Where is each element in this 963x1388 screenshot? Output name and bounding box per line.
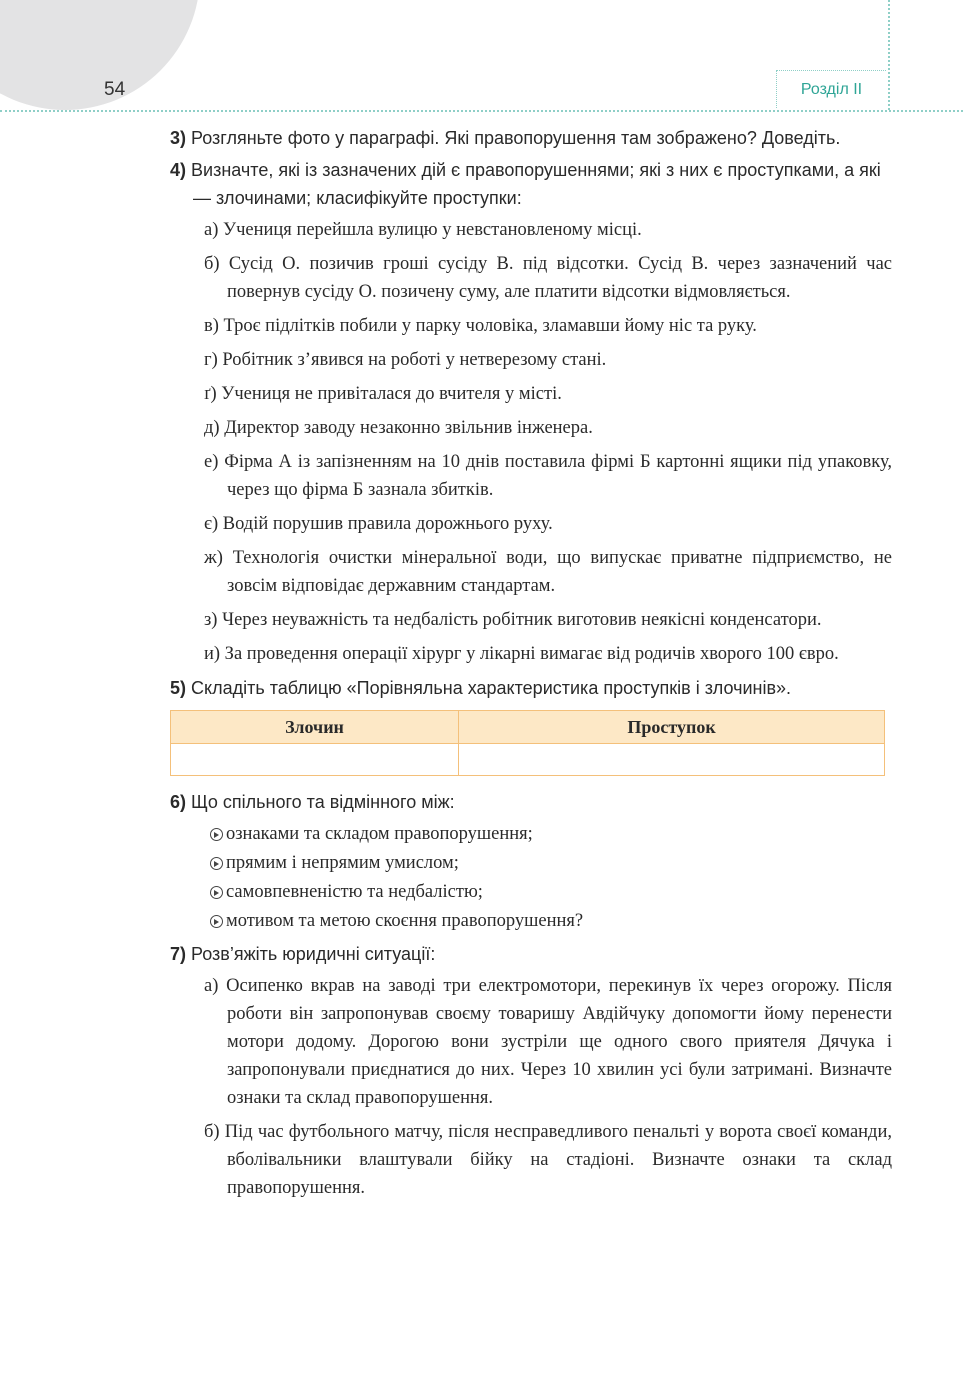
table-header-offense: Проступок <box>459 711 885 744</box>
table-cell <box>171 744 459 776</box>
task-7-items <box>170 972 892 1202</box>
header-vertical-rule <box>888 0 890 110</box>
page-number: 54 <box>104 79 126 100</box>
list-item <box>210 849 892 878</box>
list-item: и) За проведення операції хірург у лікарні вимагає від родичів хворого 100 євро. <box>204 644 839 664</box>
task-number: 3) <box>170 128 187 148</box>
list-item: ґ) Учениця не привіталася до вчителя у місті. <box>204 384 562 404</box>
list-item: є) Водій порушив правила дорожнього руху. <box>204 514 553 534</box>
arrow-right-icon <box>210 886 223 899</box>
list-item <box>210 820 892 849</box>
list-item <box>210 878 892 907</box>
arrow-right-icon <box>210 857 223 870</box>
list-item: ж) Технологія очистки мінеральної води, що випускає приватне підприємство, не зовсім відповідає державним стандартам. <box>204 548 892 596</box>
list-item: г) Робітник з’явився на роботі у нетверезому стані. <box>204 350 607 370</box>
list-item <box>210 907 892 936</box>
table-cell <box>459 744 885 776</box>
arrow-right-icon <box>210 915 223 928</box>
list-item: з) Через неуважність та недбалість робітник виготовив неякісні конденсатори. <box>204 610 822 630</box>
task-6 <box>170 788 892 816</box>
task-3 <box>170 124 892 152</box>
task-text: Розгляньте фото у параграфі. Які правопорушення там зображено? Доведіть. <box>191 128 841 148</box>
list-item: д) Директор заводу незаконно звільнив інженера. <box>204 418 593 438</box>
task-number: 4) <box>170 160 187 180</box>
task-text: Складіть таблицю «Порівняльна характеристика проступків і злочинів». <box>191 678 792 698</box>
list-item: а) Осипенко вкрав на заводі три електромотори, перекинув їх через огорожу. Після роботи він запропонував своєму товаришу Авдійчуку допомогти йому перенести мотори додому. Дорогою вони зустріли ще одного свого приятеля Дячука і запропонували приєднатися до них. Через 10 хвилин усі були затримані. Визначте ознаки та склад правопорушення. <box>204 976 892 1108</box>
list-item: б) Під час футбольного матчу, після несправедливого пенальті у ворота своєї команди, вболівальники влаштували бійку на стадіоні. Визначте ознаки та склад правопорушення. <box>204 1122 892 1198</box>
header-rule <box>0 110 963 112</box>
task-number: 6) <box>170 792 187 812</box>
bullet-text: самовпевненістю та недбалістю; <box>226 882 483 902</box>
section-label: Розділ ІІ <box>776 70 886 108</box>
bullet-text: ознаками та складом правопорушення; <box>226 824 533 844</box>
task-text: Визначте, які із зазначених дій є правопорушеннями; які з них є проступками, а які — злочинами; класифікуйте проступки: <box>191 160 881 208</box>
bullet-text: мотивом та метою скоєння правопорушення? <box>226 911 584 931</box>
list-item: в) Троє підлітків побили у парку чоловіка, зламавши йому ніс та руку. <box>204 316 757 336</box>
task-number: 7) <box>170 944 187 964</box>
task-6-bullets <box>210 820 892 936</box>
table-row <box>171 744 885 776</box>
task-7 <box>170 940 892 968</box>
task-4 <box>170 156 892 212</box>
page-content <box>170 124 892 1208</box>
task-5 <box>170 674 892 702</box>
arrow-right-icon <box>210 828 223 841</box>
list-item: а) Учениця перейшла вулицю у невстановленому місці. <box>204 220 642 240</box>
list-item: е) Фірма А із запізненням на 10 днів поставила фірмі Б картонні ящики під упаковку, через що фірма Б зазнала збитків. <box>204 452 892 500</box>
corner-decoration <box>0 0 200 110</box>
table-header-crime: Злочин <box>171 711 459 744</box>
task-number: 5) <box>170 678 187 698</box>
task-text: Розв’яжіть юридичні ситуації: <box>191 944 436 964</box>
list-item: б) Сусід О. позичив гроші сусіду В. під відсотки. Сусід В. через зазначений час повернув сусіду О. позичену суму, але платити відсотки відмовляється. <box>204 254 892 302</box>
task-text: Що спільного та відмінного між: <box>191 792 455 812</box>
bullet-text: прямим і непрямим умислом; <box>226 853 459 873</box>
task-4-items <box>170 216 892 668</box>
table-header-row <box>171 711 885 744</box>
comparison-table <box>170 710 885 776</box>
